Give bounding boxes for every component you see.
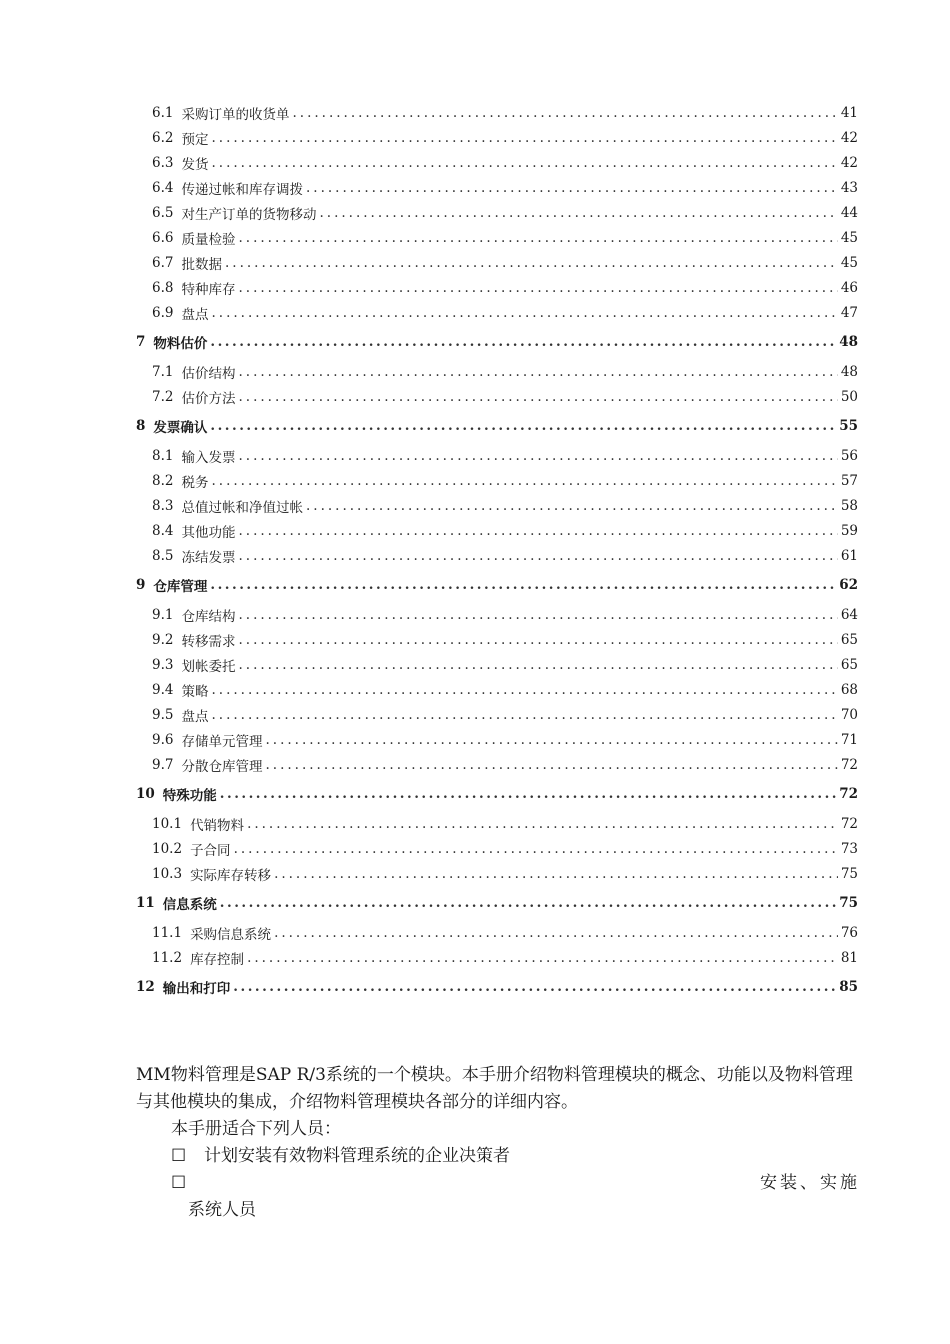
toc-entry-page-number: 85	[839, 979, 858, 995]
toc-entry-title: 采购订单的收货单	[181, 106, 290, 123]
toc-entry-number: 9.3	[152, 656, 174, 673]
toc-entry-title: 仓库结构	[181, 608, 236, 625]
toc-section-entry[interactable]	[152, 652, 858, 677]
toc-entry-page-number: 72	[840, 815, 858, 832]
toc-leader-dots	[238, 389, 837, 405]
toc-section-entry[interactable]	[152, 920, 858, 945]
toc-entry-number: 11	[136, 895, 155, 911]
toc-leader-dots	[265, 757, 837, 773]
toc-chapter-entry[interactable]	[136, 568, 858, 602]
toc-leader-dots	[238, 548, 837, 564]
toc-entry-page-number: 48	[839, 334, 858, 350]
checkbox-icon: ☐	[171, 1173, 187, 1193]
toc-entry-title: 策略	[181, 683, 209, 700]
toc-section-entry[interactable]	[152, 752, 858, 777]
toc-section-entry[interactable]	[152, 727, 858, 752]
toc-entry-number: 6.5	[152, 204, 174, 221]
audience-intro: 本手册适合下列人员：	[171, 1119, 341, 1139]
toc-leader-dots	[274, 866, 838, 882]
intro-section	[136, 1062, 860, 1224]
toc-section-entry[interactable]	[152, 275, 858, 300]
toc-leader-dots	[220, 786, 836, 802]
toc-entry-title: 划帐委托	[181, 658, 236, 675]
toc-entry-number: 6.7	[152, 254, 174, 271]
toc-entry-title: 批数据	[181, 256, 222, 273]
toc-entry-page-number: 65	[840, 631, 858, 648]
toc-entry-title: 特种库存	[181, 281, 236, 298]
toc-entry-number: 7.2	[152, 388, 174, 405]
toc-entry-page-number: 59	[840, 522, 858, 539]
toc-entry-page-number: 58	[840, 497, 858, 514]
toc-entry-title: 预定	[181, 131, 209, 148]
toc-section-entry[interactable]	[152, 200, 858, 225]
toc-entry-title: 采购信息系统	[190, 926, 272, 943]
toc-section-entry[interactable]	[152, 543, 858, 568]
toc-entry-title: 转移需求	[181, 633, 236, 650]
toc-chapter-entry[interactable]	[136, 970, 858, 1004]
toc-entry-title: 实际库存转移	[190, 867, 272, 884]
toc-leader-dots	[233, 979, 836, 995]
audience-item-2	[136, 1170, 860, 1197]
toc-entry-page-number: 46	[840, 279, 858, 296]
toc-entry-title: 仓库管理	[153, 579, 208, 595]
toc-entry-page-number: 72	[839, 786, 858, 802]
toc-entry-title: 盘点	[181, 306, 209, 323]
audience-item-2-text: 安装、实施	[760, 1173, 860, 1193]
toc-section-entry[interactable]	[152, 602, 858, 627]
toc-entry-number: 9	[136, 577, 146, 593]
toc-entry-number: 9.6	[152, 731, 174, 748]
toc-section-entry[interactable]	[152, 836, 858, 861]
toc-section-entry[interactable]	[152, 125, 858, 150]
toc-section-entry[interactable]	[152, 468, 858, 493]
toc-entry-title: 信息系统	[162, 897, 217, 913]
toc-entry-title: 输入发票	[181, 449, 236, 466]
toc-entry-number: 8.3	[152, 497, 174, 514]
toc-entry-page-number: 71	[840, 731, 858, 748]
toc-entry-number: 6.1	[152, 104, 174, 121]
toc-entry-page-number: 48	[840, 363, 858, 380]
toc-leader-dots	[210, 334, 836, 350]
toc-entry-number: 8.5	[152, 547, 174, 564]
toc-entry-page-number: 68	[840, 681, 858, 698]
toc-section-entry[interactable]	[152, 175, 858, 200]
toc-entry-page-number: 43	[840, 179, 858, 196]
intro-paragraph: MM物料管理是SAP R/3系统的一个模块。本手册介绍物料管理模块的概念、功能以及物料管理与其他模块的集成，介绍物料管理模块各部分的详细内容。	[136, 1065, 853, 1112]
toc-leader-dots	[220, 895, 836, 911]
toc-entry-title: 存储单元管理	[181, 733, 263, 750]
toc-entry-number: 9.7	[152, 756, 174, 773]
audience-item-1-text: 计划安装有效物料管理系统的企业决策者	[204, 1146, 510, 1166]
toc-leader-dots	[234, 841, 838, 857]
toc-entry-number: 9.1	[152, 606, 174, 623]
toc-section-entry[interactable]	[152, 359, 858, 384]
toc-entry-title: 总值过帐和净值过帐	[181, 499, 303, 516]
toc-leader-dots	[211, 707, 837, 723]
toc-entry-title: 子合同	[190, 842, 231, 859]
toc-leader-dots	[319, 205, 837, 221]
toc-leader-dots	[211, 473, 837, 489]
toc-entry-title: 发货	[181, 156, 209, 173]
toc-entry-page-number: 45	[840, 229, 858, 246]
toc-entry-number: 7	[136, 334, 146, 350]
toc-entry-page-number: 75	[840, 865, 858, 882]
toc-leader-dots	[211, 130, 837, 146]
toc-entry-title: 盘点	[181, 708, 209, 725]
toc-leader-dots	[306, 498, 838, 514]
toc-entry-page-number: 41	[840, 104, 858, 121]
toc-entry-page-number: 81	[840, 949, 858, 966]
toc-leader-dots	[274, 925, 838, 941]
toc-leader-dots	[238, 607, 837, 623]
toc-leader-dots	[247, 950, 838, 966]
toc-entry-title: 估价结构	[181, 365, 236, 382]
toc-leader-dots	[238, 448, 837, 464]
toc-entry-title: 质量检验	[181, 231, 236, 248]
toc-entry-title: 代销物料	[190, 817, 245, 834]
toc-leader-dots	[210, 577, 836, 593]
toc-leader-dots	[238, 523, 837, 539]
audience-item-1	[136, 1143, 860, 1170]
toc-section-entry[interactable]	[152, 702, 858, 727]
toc-section-entry[interactable]	[152, 100, 858, 125]
toc-chapter-entry[interactable]	[136, 325, 858, 359]
toc-entry-page-number: 42	[840, 154, 858, 171]
toc-leader-dots	[225, 255, 838, 271]
toc-entry-title: 库存控制	[190, 951, 245, 968]
toc-section-entry[interactable]	[152, 677, 858, 702]
toc-entry-page-number: 57	[840, 472, 858, 489]
toc-entry-page-number: 73	[840, 840, 858, 857]
toc-entry-title: 估价方法	[181, 390, 236, 407]
toc-leader-dots	[211, 155, 837, 171]
toc-entry-title: 冻结发票	[181, 549, 236, 566]
toc-section-entry[interactable]	[152, 493, 858, 518]
toc-entry-number: 12	[136, 979, 155, 995]
toc-entry-number: 10.3	[152, 865, 183, 882]
toc-leader-dots	[306, 180, 838, 196]
toc-section-entry[interactable]	[152, 518, 858, 543]
toc-entry-page-number: 42	[840, 129, 858, 146]
toc-entry-page-number: 55	[839, 418, 858, 434]
toc-section-entry[interactable]	[152, 443, 858, 468]
toc-section-entry[interactable]	[152, 250, 858, 275]
toc-section-entry[interactable]	[152, 300, 858, 325]
toc-entry-page-number: 45	[840, 254, 858, 271]
toc-section-entry[interactable]	[152, 627, 858, 652]
checkbox-icon: ☐	[171, 1146, 187, 1166]
toc-entry-title: 其他功能	[181, 524, 236, 541]
toc-section-entry[interactable]	[152, 945, 858, 970]
toc-entry-number: 8.4	[152, 522, 174, 539]
toc-chapter-entry[interactable]	[136, 409, 858, 443]
toc-entry-number: 6.2	[152, 129, 174, 146]
toc-leader-dots	[210, 418, 836, 434]
toc-entry-number: 10	[136, 786, 155, 802]
toc-entry-page-number: 72	[840, 756, 858, 773]
toc-entry-page-number: 75	[839, 895, 858, 911]
toc-entry-title: 特殊功能	[162, 788, 217, 804]
toc-entry-title: 发票确认	[153, 420, 208, 436]
toc-entry-title: 传递过帐和库存调拨	[181, 181, 303, 198]
toc-entry-number: 6.4	[152, 179, 174, 196]
toc-chapter-entry[interactable]	[136, 886, 858, 920]
toc-entry-number: 8.1	[152, 447, 174, 464]
toc-leader-dots	[292, 105, 837, 121]
toc-entry-page-number: 47	[840, 304, 858, 321]
toc-entry-number: 6.9	[152, 304, 174, 321]
toc-chapter-entry[interactable]	[136, 777, 858, 811]
toc-entry-number: 8.2	[152, 472, 174, 489]
toc-entry-number: 11.1	[152, 924, 183, 941]
toc-leader-dots	[211, 682, 837, 698]
toc-entry-page-number: 61	[840, 547, 858, 564]
toc-entry-page-number: 76	[840, 924, 858, 941]
toc-entry-title: 物料估价	[153, 336, 208, 352]
toc-leader-dots	[238, 657, 837, 673]
toc-entry-title: 分散仓库管理	[181, 758, 263, 775]
toc-section-entry[interactable]	[152, 384, 858, 409]
toc-section-entry[interactable]	[152, 811, 858, 836]
toc-entry-page-number: 44	[840, 204, 858, 221]
toc-leader-dots	[238, 364, 837, 380]
toc-entry-page-number: 64	[840, 606, 858, 623]
toc-leader-dots	[265, 732, 837, 748]
table-of-contents	[0, 100, 950, 1004]
toc-entry-number: 6.3	[152, 154, 174, 171]
toc-leader-dots	[238, 230, 837, 246]
toc-leader-dots	[211, 305, 837, 321]
toc-leader-dots	[238, 280, 837, 296]
toc-entry-number: 8	[136, 418, 146, 434]
toc-entry-number: 11.2	[152, 949, 183, 966]
toc-entry-page-number: 62	[839, 577, 858, 593]
toc-entry-number: 6.8	[152, 279, 174, 296]
toc-section-entry[interactable]	[152, 861, 858, 886]
toc-entry-number: 9.4	[152, 681, 174, 698]
toc-entry-page-number: 70	[840, 706, 858, 723]
toc-entry-title: 对生产订单的货物移动	[181, 206, 317, 223]
toc-entry-page-number: 65	[840, 656, 858, 673]
toc-entry-title: 输出和打印	[162, 981, 231, 997]
toc-entry-number: 10.2	[152, 840, 183, 857]
toc-entry-number: 10.1	[152, 815, 183, 832]
toc-section-entry[interactable]	[152, 150, 858, 175]
audience-item-2-continuation: 系统人员	[188, 1200, 256, 1220]
toc-leader-dots	[247, 816, 838, 832]
toc-entry-page-number: 56	[840, 447, 858, 464]
toc-leader-dots	[238, 632, 837, 648]
toc-section-entry[interactable]	[152, 225, 858, 250]
toc-entry-number: 7.1	[152, 363, 174, 380]
toc-entry-page-number: 50	[840, 388, 858, 405]
toc-entry-number: 6.6	[152, 229, 174, 246]
toc-entry-number: 9.5	[152, 706, 174, 723]
toc-entry-number: 9.2	[152, 631, 174, 648]
toc-entry-title: 税务	[181, 474, 209, 491]
